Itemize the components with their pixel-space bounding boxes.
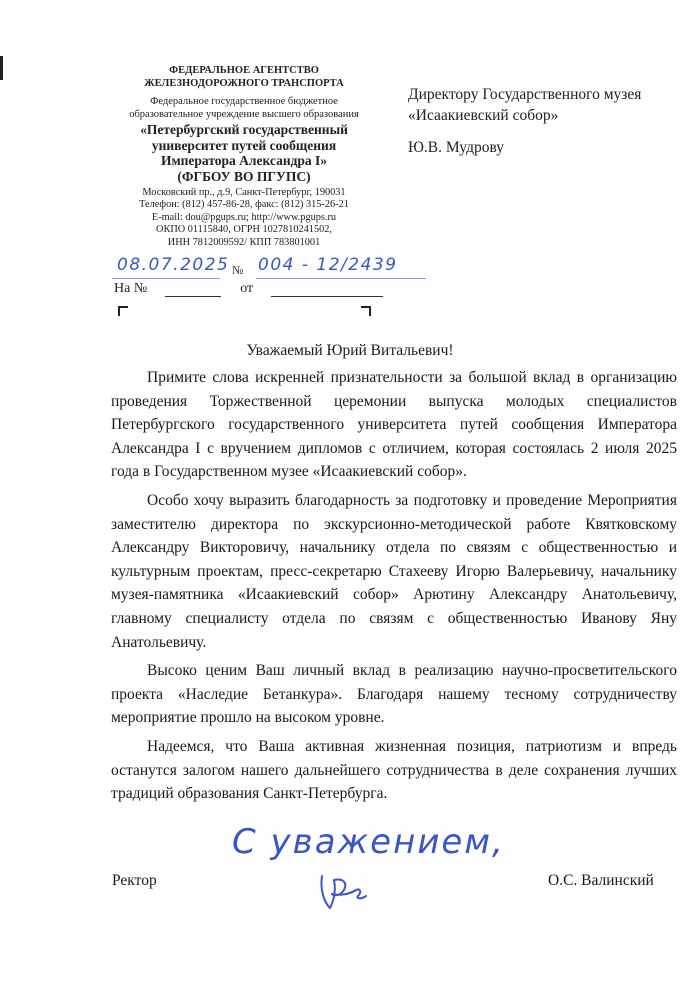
- agency-line-2: ЖЕЛЕЗНОДОРОЖНОГО ТРАНСПОРТА: [144, 78, 344, 89]
- reference-number-blank: [165, 282, 221, 297]
- paragraph: Примите слова искренней признательности за большой вклад в организацию проведения Торжественной церемонии выпуска молодых специалистов Петербургского государственного университета путей сообщения Императора Александра I с вручением дипломов с отличием, которая состоялась 2 июля 2025 года в Государственном музее «Исаакиевский собор».: [111, 369, 677, 481]
- letter-body: [111, 366, 677, 811]
- agency-line-1: ФЕДЕРАЛЬНОЕ АГЕНТСТВО: [169, 65, 319, 76]
- addressee-name: Ю.В. Мудрову: [408, 139, 504, 156]
- signer-name: О.С. Валинский: [548, 872, 654, 889]
- handwritten-closing: С уважением,: [232, 822, 505, 862]
- org-name-line-1: «Петербургский государственный: [140, 122, 348, 137]
- date-underline: [112, 278, 220, 279]
- reference-date-label: от: [240, 281, 254, 296]
- addressee-block: [408, 84, 641, 158]
- paragraph: Особо хочу выразить благодарность за подготовку и проведение Мероприятия заместителю директора по экскурсионно-методической работе Квятковскому Александру Викторовичу, начальнику отдела по связям с общественностью и культурным проектам, пресс-секретарю Стахееву Игорю Валерьевичу, начальнику музея-памятника «Исаакиевский собор» Арютину Александру Анатольевичу, главному специалисту отдела по связям с общественностью Иванову Яну Анатольевичу.: [111, 491, 677, 651]
- reference-line: [114, 281, 383, 297]
- org-inn: ИНН 7812009592/ КПП 783801001: [167, 236, 321, 248]
- signature-mark: [300, 850, 380, 920]
- corner-bracket-right: [361, 306, 371, 316]
- greeting: Уважаемый Юрий Витальевич!: [246, 342, 454, 359]
- org-address: Московский пр., д.9, Санкт-Петербург, 190031: [142, 187, 346, 198]
- paragraph: Высоко ценим Ваш личный вклад в реализацию научно-просветительского проекта «Наследие Бетанкура». Благодаря нашему тесному сотрудничеству мероприятие прошло на высоком уровне.: [111, 662, 677, 727]
- org-phone: Телефон: (812) 457-86-28, факс: (812) 315-26-21: [139, 199, 349, 211]
- reference-number-label: На №: [114, 281, 148, 296]
- addressee-line-2: «Исаакиевский собор»: [408, 107, 559, 124]
- paragraph: Надеемся, что Ваша активная жизненная позиция, патриотизм и впредь останутся залогом нашего дальнейшего сотрудничества в деле сохранения лучших традиций образования Санкт-Петербурга.: [111, 737, 677, 803]
- org-type-line-1: Федеральное государственное бюджетное: [150, 96, 338, 107]
- addressee-line-1: Директору Государственного музея: [408, 86, 642, 103]
- reference-date-blank: [271, 282, 383, 297]
- number-underline: [256, 278, 426, 279]
- corner-bracket-left: [118, 306, 128, 316]
- org-type-line-2: образовательное учреждение высшего образования: [129, 109, 359, 120]
- scan-edge-mark: [0, 56, 3, 80]
- registration-number: 004 - 12/2439: [258, 255, 398, 275]
- org-email: E-mail: dou@pgups.ru; http://www.pgups.ru: [151, 211, 337, 223]
- org-name-line-3: Императора Александра I»: [160, 153, 328, 168]
- org-abbreviation: (ФГБОУ ВО ПГУПС): [177, 168, 311, 184]
- registration-number-sign: №: [232, 263, 244, 277]
- signer-title: Ректор: [112, 872, 157, 889]
- letterhead: [112, 64, 376, 249]
- registration-date: 08.07.2025: [117, 255, 230, 275]
- org-okpo: ОКПО 01115840, ОГРН 1027810241502,: [156, 224, 332, 236]
- org-name-line-2: университет путей сообщения: [151, 137, 337, 153]
